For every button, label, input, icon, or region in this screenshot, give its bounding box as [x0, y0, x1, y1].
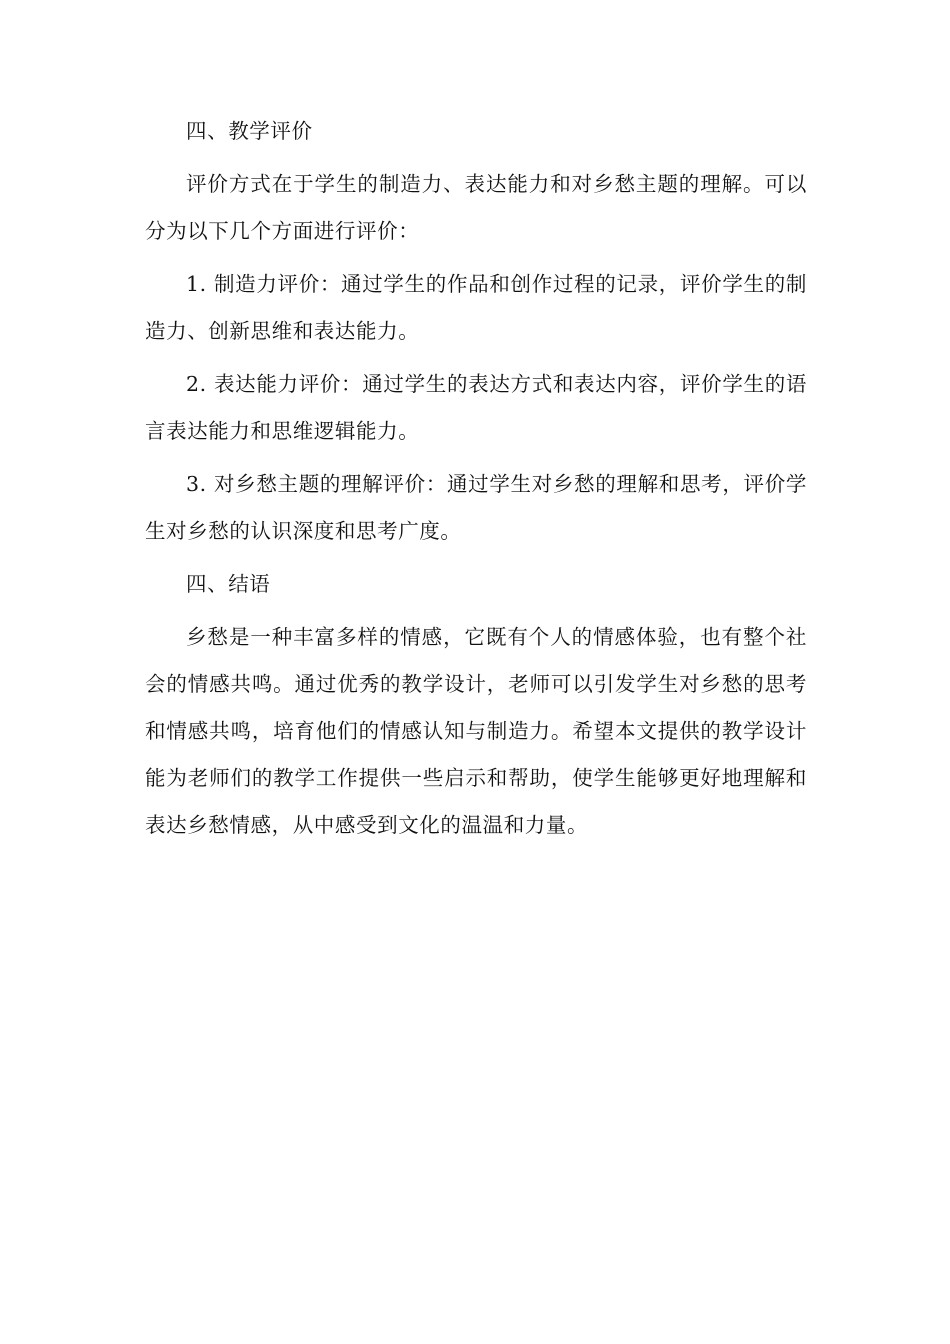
evaluation-item-3: 3. 对乡愁主题的理解评价：通过学生对乡愁的理解和思考，评价学生对乡愁的认识深度和思考广度。 [145, 472, 807, 543]
document-page [145, 108, 807, 849]
evaluation-intro-paragraph: 评价方式在于学生的制造力、表达能力和对乡愁主题的理解。可以分为以下几个方面进行评价： [145, 172, 807, 243]
conclusion-paragraph: 乡愁是一种丰富多样的情感，它既有个人的情感体验，也有整个社会的情感共鸣。通过优秀的教学设计，老师可以引发学生对乡愁的思考和情感共鸣，培育他们的情感认知与制造力。希望本文提供的教学设计能为老师们的教学工作提供一些启示和帮助，使学生能够更好地理解和表达乡愁情感，从中感受到文化的温温和力量。 [145, 625, 807, 837]
evaluation-item-2: 2. 表达能力评价：通过学生的表达方式和表达内容，评价学生的语言表达能力和思维逻辑能力。 [145, 372, 807, 443]
evaluation-item-1: 1. 制造力评价：通过学生的作品和创作过程的记录，评价学生的制造力、创新思维和表达能力。 [145, 272, 807, 343]
section-heading-conclusion: 四、结语 [186, 572, 271, 596]
section-heading-evaluation: 四、教学评价 [186, 119, 313, 143]
